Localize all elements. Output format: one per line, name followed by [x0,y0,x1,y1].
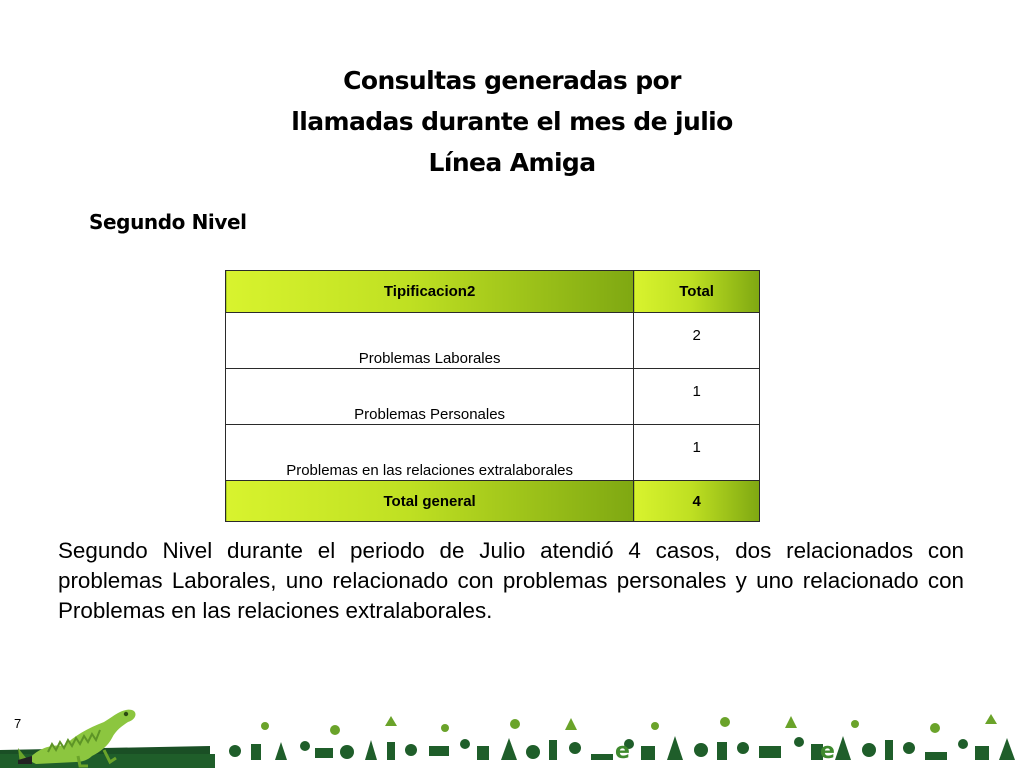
row-total: 2 [634,313,760,369]
summary-paragraph: Segundo Nivel durante el periodo de Julio atendió 4 casos, dos relacionados con problemas Laborales, uno relacionado con problemas personales y uno relacionado con Problemas en las relaciones extralaborales. [58,538,964,623]
table-row [226,313,760,369]
iguana-logo-icon [18,700,143,768]
slide-title [0,60,1024,183]
footer-pattern-icon [215,706,1024,768]
title-line-2: llamadas durante el mes de julio [291,107,733,136]
table-row [226,369,760,425]
header-tipificacion: Tipificacion2 [226,271,634,313]
title-line-1: Consultas generadas por [343,66,681,95]
row-label: Problemas Personales [226,369,634,425]
svg-text:e: e [615,739,630,764]
summary-table [225,270,760,522]
table-header-row [226,271,760,313]
table-footer-row [226,481,760,522]
table-row [226,425,760,481]
page-number: 7 [14,716,22,731]
header-total: Total [634,271,760,313]
section-subtitle: Segundo Nivel [89,210,247,234]
title-line-3: Línea Amiga [428,148,596,177]
footer-label: Total general [226,481,634,522]
row-total: 1 [634,425,760,481]
svg-text:e: e [820,739,835,764]
row-label: Problemas en las relaciones extralaborales [226,425,634,481]
row-label: Problemas Laborales [226,313,634,369]
footer-total: 4 [634,481,760,522]
row-total: 1 [634,369,760,425]
